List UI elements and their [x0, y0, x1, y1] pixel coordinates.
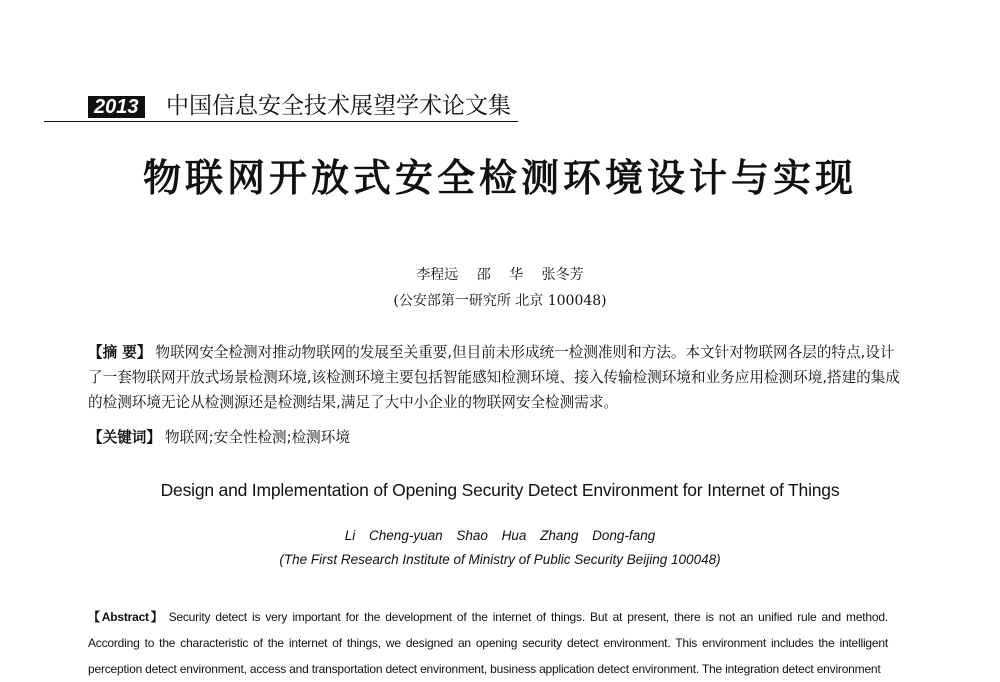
keywords-cn-text: 物联网;安全性检测;检测环境	[164, 429, 350, 446]
affiliation-cn: (公安部第一研究所 北京 100048)	[393, 293, 607, 309]
keywords-cn	[88, 425, 908, 450]
abstract-cn	[88, 340, 908, 415]
header-rule	[44, 121, 518, 122]
abstract-cn-text: 物联网安全检测对推动物联网的发展至关重要,但目前未形成统一检测准则和方法。本文针对物联网各层的特点,设计了一套物联网开放式场景检测环境,该检测环境主要包括智能感知检测环境、接入传输检测环境和业务应用检测环境,搭建的集成的检测环境无论从检测源还是检测结果,满足了大中小企业的物联网安全检测需求。	[88, 344, 900, 411]
authors-cn: 李程远 邵 华 张冬芳	[416, 267, 584, 283]
abstract-en-text: Security detect is very important for the development of the internet of things. But at present, there is not an unified rule and method. According to the characteristic of the internet of things, we designed an opening security detect environment. This environment includes the intelligent perception detect environment, access and transportation detect environment, business application detect environment. The integration detect environment	[88, 610, 888, 676]
keywords-cn-label: 【关键词】	[88, 429, 161, 446]
affiliation-en: (The First Research Institute of Ministry of Public Security Beijing 100048)	[279, 552, 721, 567]
authors-en: Li Cheng-yuan Shao Hua Zhang Dong-fang	[344, 528, 656, 543]
year-badge: 2013	[88, 96, 145, 118]
abstract-cn-label: 【摘 要】	[88, 344, 152, 361]
abstract-en-label: 【Abstract】	[88, 610, 165, 624]
paper-title-en: Design and Implementation of Opening Security Detect Environment for Internet of Things	[160, 480, 840, 500]
abstract-en	[88, 604, 888, 682]
paper-title-cn: 物联网开放式安全检测环境设计与实现	[142, 155, 857, 200]
collection-title: 中国信息安全技术展望学术论文集	[166, 93, 511, 119]
